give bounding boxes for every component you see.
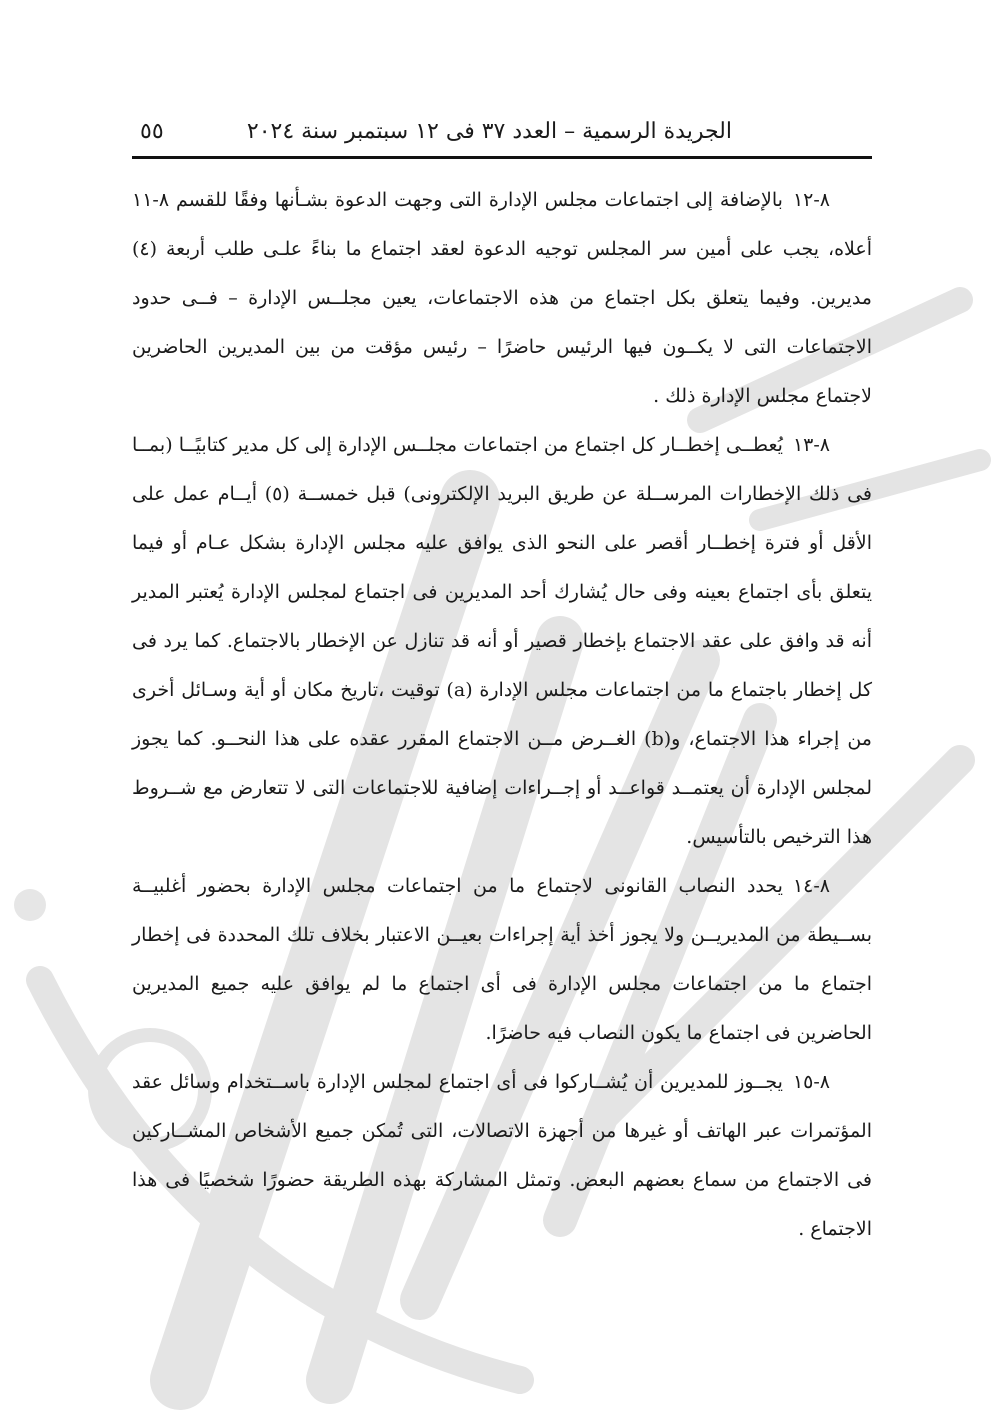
clause-text: يجــوز للمديرين أن يُشــاركوا فى أى اجتماع لمجلس الإدارة باســتخدام وسائل عقد المؤتمرات عبر الهاتف أو غيرها من أجهزة الاتصالات، التى تُمكن جميع الأشخاص المشــاركين فى الاجتماع من سماع بعضهم البعض. وتمثل المشاركة بهذه الطريقة حضورًا شخصيًا فى هذا الاجتماع . [132, 1071, 872, 1240]
clause-text: يحدد النصاب القانونى لاجتماع ما من اجتماعات مجلس الإدارة بحضور أغلبيــة بســيطة من المديريــن ولا يجوز أخذ أية إجراءات بعيــن الاعتبار بخلاف تلك المحددة فى إخطار اجتماع ما من اجتماعات مجلس الإدارة فى أى اجتماع ما لم يوافق عليه جميع المديرين الحاضرين فى اجتماع ما يكون النصاب فيه حاضرًا. [132, 875, 872, 1044]
clause-8-13 [132, 421, 872, 862]
document-body [132, 176, 872, 1254]
page-number: ٥٥ [140, 119, 164, 144]
clause-number: ٨-١٢ [792, 189, 830, 211]
clause-8-14 [132, 862, 872, 1058]
clause-8-12 [132, 176, 872, 421]
gazette-header-title: الجريدة الرسمية – العدد ٣٧ فى ١٢ سبتمبر سنة ٢٠٢٤ [246, 119, 732, 144]
page-header [132, 112, 872, 156]
clause-8-15 [132, 1058, 872, 1254]
clause-text: يُعطــى إخطــار كل اجتماع من اجتماعات مجلــس الإدارة إلى كل مدير كتابيًــا (بمــا فى ذلك الإخطارات المرســلة عن طريق البريد الإلكترونى) قبل خمســة (٥) أيــام عمل على الأقل أو فترة إخطــار أقصر على النحو الذى يوافق عليه مجلس الإدارة بشكل عـام أو فيما يتعلق بأى اجتماع بعينه وفى حال يُشارك أحد المديرين فى اجتماع لمجلس الإدارة يُعتبر المدير أنه قد وافق على عقد الاجتماع بإخطار قصير أو أنه قد تنازل عن الإخطار بالاجتماع. كما يرد فى كل إخطار باجتماع ما من اجتماعات مجلس الإدارة (a) توقيت ،تاريخ مكان أو أية وسـائل أخرى من إجراء هذا الاجتماع، و(b) الغــرض مــن الاجتماع المقرر عقده على هذا النحــو. كما يجوز لمجلس الإدارة أن يعتمــد قواعــد أو إجــراءات إضافية للاجتماعات التى لا تتعارض مع شــروط هذا الترخيص بالتأسيس. [132, 434, 872, 848]
clause-number: ٨-١٥ [792, 1071, 830, 1093]
clause-number: ٨-١٤ [792, 875, 830, 897]
document-page [132, 0, 872, 1417]
header-divider [132, 156, 872, 159]
clause-number: ٨-١٣ [792, 434, 830, 456]
clause-text: بالإضافة إلى اجتماعات مجلس الإدارة التى وجهت الدعوة بشـأنها وفقًا للقسم ٨-١١ أعلاه، يجب على أمين سر المجلس توجيه الدعوة لعقد اجتماع ما بناءً علـى طلب أربعة (٤) مديرين. وفيما يتعلق بكل اجتماع من هذه الاجتماعات، يعين مجلــس الإدارة – فــى حدود الاجتماعات التى لا يكــون فيها الرئيس حاضرًا – رئيس مؤقت من بين المديرين الحاضرين لاجتماع مجلس الإدارة ذلك . [132, 189, 873, 407]
